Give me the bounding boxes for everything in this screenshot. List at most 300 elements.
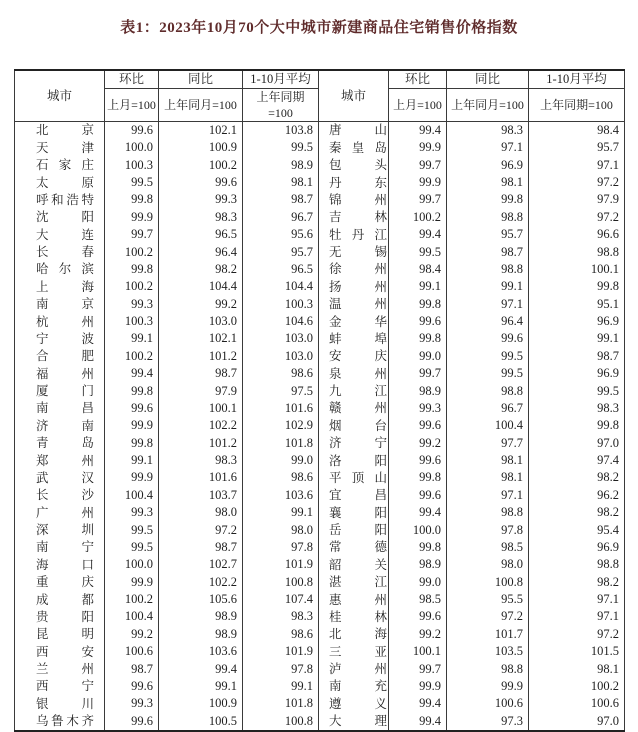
city-cell: [319, 174, 389, 191]
city-cell: [319, 608, 389, 625]
mom-value: 100.6: [105, 643, 159, 660]
yoy-value: 98.3: [159, 452, 243, 469]
city-cell: [15, 695, 105, 712]
city-name: 常 德: [329, 540, 387, 555]
city-name: 烟 台: [329, 418, 387, 433]
city-name: 丹 东: [329, 175, 387, 190]
yoy-value: 98.0: [159, 504, 243, 521]
table-row: [15, 400, 625, 417]
yoy-value: 99.2: [159, 295, 243, 312]
yoy-value: 98.8: [447, 504, 529, 521]
yoy-value: 102.1: [159, 330, 243, 347]
price-index-table: [14, 69, 625, 732]
table-row: [15, 504, 625, 521]
city-name: 深 圳: [36, 523, 94, 537]
mom-value: 99.5: [105, 539, 159, 556]
yoy-value: 104.4: [159, 278, 243, 295]
city-cell: [15, 121, 105, 139]
city-cell: [319, 695, 389, 712]
mom-value: 99.6: [105, 678, 159, 695]
city-cell: [319, 591, 389, 608]
mom-value: 99.7: [389, 660, 447, 677]
city-cell: [15, 139, 105, 156]
avg-value: 103.0: [243, 347, 319, 364]
table-row: [15, 330, 625, 347]
mom-value: 99.3: [105, 695, 159, 712]
header-mom-base-left: 上月=100: [105, 88, 159, 121]
city-cell: [319, 417, 389, 434]
avg-value: 100.6: [529, 695, 625, 712]
city-cell: [15, 521, 105, 538]
city-cell: [319, 330, 389, 347]
city-name: 惠 州: [329, 592, 387, 607]
avg-value: 98.1: [243, 174, 319, 191]
avg-value: 104.6: [243, 313, 319, 330]
city-cell: [15, 417, 105, 434]
table-row: [15, 139, 625, 156]
mom-value: 100.4: [105, 608, 159, 625]
city-name: 南 京: [36, 297, 94, 312]
yoy-value: 100.1: [159, 400, 243, 417]
city-cell: [15, 643, 105, 660]
avg-value: 101.8: [243, 434, 319, 451]
mom-value: 100.2: [105, 278, 159, 295]
city-cell: [15, 678, 105, 695]
header-avg-right: 1-10月平均: [529, 70, 625, 88]
mom-value: 100.2: [389, 208, 447, 225]
table-row: [15, 539, 625, 556]
city-cell: [15, 226, 105, 243]
mom-value: 99.6: [389, 452, 447, 469]
mom-value: 100.0: [105, 139, 159, 156]
city-name: 武 汉: [36, 470, 94, 485]
mom-value: 99.8: [105, 191, 159, 208]
avg-value: 101.5: [529, 643, 625, 660]
mom-value: 99.9: [105, 573, 159, 590]
table-row: [15, 174, 625, 191]
avg-value: 97.2: [529, 625, 625, 642]
avg-value: 98.8: [529, 556, 625, 573]
mom-value: 99.4: [389, 712, 447, 730]
yoy-value: 99.6: [447, 330, 529, 347]
avg-value: 98.3: [243, 608, 319, 625]
city-name: 秦 皇 岛: [329, 140, 387, 155]
city-name: 南 充: [329, 679, 387, 694]
avg-value: 96.9: [529, 313, 625, 330]
yoy-value: 99.1: [159, 678, 243, 695]
city-cell: [15, 174, 105, 191]
city-cell: [319, 660, 389, 677]
city-cell: [319, 643, 389, 660]
yoy-value: 100.9: [159, 695, 243, 712]
avg-value: 99.0: [243, 452, 319, 469]
city-name: 吉 林: [329, 210, 387, 225]
city-name: 哈 尔 滨: [36, 262, 94, 277]
city-cell: [15, 208, 105, 225]
yoy-value: 99.3: [159, 191, 243, 208]
avg-value: 96.7: [243, 208, 319, 225]
city-name: 福 州: [36, 366, 94, 381]
mom-value: 99.5: [105, 174, 159, 191]
header-yoy-base-right: 上年同月=100: [447, 88, 529, 121]
yoy-value: 98.1: [447, 452, 529, 469]
city-cell: [15, 278, 105, 295]
header-city-right: 城市: [319, 70, 389, 121]
table-row: [15, 295, 625, 312]
avg-value: 98.8: [529, 243, 625, 260]
avg-value: 96.5: [243, 261, 319, 278]
city-cell: [319, 452, 389, 469]
yoy-value: 98.7: [159, 539, 243, 556]
mom-value: 100.4: [105, 486, 159, 503]
yoy-value: 98.9: [159, 625, 243, 642]
city-cell: [15, 556, 105, 573]
avg-value: 97.4: [529, 452, 625, 469]
avg-value: 98.3: [529, 400, 625, 417]
table-body: [15, 121, 625, 731]
city-cell: [319, 678, 389, 695]
avg-value: 97.8: [243, 539, 319, 556]
mom-value: 99.2: [389, 625, 447, 642]
table-row: [15, 347, 625, 364]
yoy-value: 97.7: [447, 434, 529, 451]
mom-value: 99.1: [105, 452, 159, 469]
avg-value: 103.8: [243, 121, 319, 139]
mom-value: 99.9: [105, 469, 159, 486]
mom-value: 100.2: [105, 243, 159, 260]
city-cell: [319, 434, 389, 451]
yoy-value: 100.9: [159, 139, 243, 156]
city-cell: [319, 191, 389, 208]
mom-value: 100.2: [105, 347, 159, 364]
yoy-value: 97.1: [447, 295, 529, 312]
yoy-value: 98.8: [447, 660, 529, 677]
table-row: [15, 643, 625, 660]
city-cell: [15, 295, 105, 312]
header-row-1: [15, 70, 625, 88]
yoy-value: 96.7: [447, 400, 529, 417]
city-name: 杭 州: [36, 314, 94, 329]
yoy-value: 96.5: [159, 226, 243, 243]
city-cell: [319, 486, 389, 503]
city-name: 银 川: [36, 696, 94, 711]
city-name: 海 口: [36, 557, 94, 572]
header-yoy-left: 同比: [159, 70, 243, 88]
city-cell: [15, 313, 105, 330]
avg-value: 97.2: [529, 208, 625, 225]
yoy-value: 99.5: [447, 347, 529, 364]
avg-value: 100.8: [243, 712, 319, 730]
city-cell: [15, 625, 105, 642]
avg-value: 97.1: [529, 156, 625, 173]
city-cell: [319, 556, 389, 573]
city-cell: [319, 539, 389, 556]
header-mom-left: 环比: [105, 70, 159, 88]
mom-value: 99.0: [389, 347, 447, 364]
avg-value: 96.9: [529, 365, 625, 382]
mom-value: 99.6: [105, 400, 159, 417]
city-cell: [15, 712, 105, 730]
city-cell: [319, 504, 389, 521]
yoy-value: 101.2: [159, 347, 243, 364]
table-row: [15, 434, 625, 451]
city-name: 呼 和 浩 特: [36, 192, 94, 207]
city-name: 平 顶 山: [329, 470, 387, 485]
city-cell: [15, 608, 105, 625]
mom-value: 99.8: [389, 295, 447, 312]
city-name: 赣 州: [329, 401, 387, 416]
mom-value: 99.6: [105, 121, 159, 139]
city-name: 贵 阳: [36, 609, 94, 624]
mom-value: 98.5: [389, 591, 447, 608]
mom-value: 99.8: [105, 261, 159, 278]
yoy-value: 97.9: [159, 382, 243, 399]
mom-value: 99.9: [389, 139, 447, 156]
avg-value: 97.5: [243, 382, 319, 399]
mom-value: 99.7: [389, 191, 447, 208]
city-cell: [319, 278, 389, 295]
table-row: [15, 278, 625, 295]
city-name: 泸 州: [329, 662, 387, 676]
avg-value: 99.5: [529, 382, 625, 399]
avg-value: 101.9: [243, 556, 319, 573]
city-cell: [319, 712, 389, 730]
city-name: 温 州: [329, 297, 387, 312]
yoy-value: 105.6: [159, 591, 243, 608]
table-row: [15, 712, 625, 730]
mom-value: 99.6: [389, 417, 447, 434]
city-name: 三 亚: [329, 644, 387, 659]
table-row: [15, 261, 625, 278]
city-cell: [319, 156, 389, 173]
mom-value: 99.8: [105, 434, 159, 451]
city-name: 桂 林: [329, 609, 387, 624]
mom-value: 99.4: [105, 365, 159, 382]
city-cell: [319, 400, 389, 417]
table-row: [15, 678, 625, 695]
avg-value: 100.8: [243, 573, 319, 590]
avg-value: 98.0: [243, 521, 319, 538]
table-row: [15, 556, 625, 573]
avg-value: 98.2: [529, 504, 625, 521]
header-avg-base-right: 上年同期=100: [529, 88, 625, 121]
city-name: 遵 义: [329, 696, 387, 711]
yoy-value: 100.5: [159, 712, 243, 730]
yoy-value: 99.5: [447, 365, 529, 382]
table-row: [15, 382, 625, 399]
yoy-value: 98.8: [447, 208, 529, 225]
yoy-value: 98.1: [447, 469, 529, 486]
mom-value: 99.6: [389, 313, 447, 330]
mom-value: 99.3: [105, 504, 159, 521]
city-name: 九 江: [329, 384, 387, 398]
mom-value: 98.7: [105, 660, 159, 677]
yoy-value: 98.3: [159, 208, 243, 225]
city-name: 重 庆: [36, 575, 94, 590]
mom-value: 99.8: [105, 382, 159, 399]
avg-value: 95.7: [243, 243, 319, 260]
avg-value: 107.4: [243, 591, 319, 608]
avg-value: 102.9: [243, 417, 319, 434]
yoy-value: 103.5: [447, 643, 529, 660]
table-row: [15, 365, 625, 382]
table-row: [15, 469, 625, 486]
city-cell: [15, 452, 105, 469]
yoy-value: 101.7: [447, 625, 529, 642]
yoy-value: 103.7: [159, 486, 243, 503]
mom-value: 99.2: [389, 434, 447, 451]
avg-value: 95.1: [529, 295, 625, 312]
avg-value: 99.8: [529, 417, 625, 434]
avg-value: 101.6: [243, 400, 319, 417]
table-row: [15, 226, 625, 243]
yoy-value: 96.4: [159, 243, 243, 260]
table-row: [15, 208, 625, 225]
table-row: [15, 121, 625, 139]
yoy-value: 97.2: [447, 608, 529, 625]
mom-value: 99.6: [389, 608, 447, 625]
city-cell: [319, 625, 389, 642]
avg-value: 97.1: [529, 591, 625, 608]
city-name: 天 津: [36, 140, 94, 155]
yoy-value: 97.3: [447, 712, 529, 730]
city-name: 长 春: [36, 245, 94, 259]
mom-value: 99.5: [389, 243, 447, 260]
avg-value: 97.0: [529, 712, 625, 730]
table-row: [15, 313, 625, 330]
avg-value: 99.8: [529, 278, 625, 295]
mom-value: 100.0: [105, 556, 159, 573]
city-name: 岳 阳: [329, 523, 387, 537]
city-cell: [319, 226, 389, 243]
city-name: 南 宁: [36, 540, 94, 555]
table-row: [15, 521, 625, 538]
avg-value: 97.0: [529, 434, 625, 451]
city-cell: [15, 469, 105, 486]
city-cell: [319, 295, 389, 312]
yoy-value: 103.0: [159, 313, 243, 330]
city-name: 青 岛: [36, 436, 94, 451]
mom-value: 99.2: [105, 625, 159, 642]
city-name: 厦 门: [36, 384, 94, 398]
table-row: [15, 591, 625, 608]
avg-value: 98.9: [243, 156, 319, 173]
city-cell: [15, 539, 105, 556]
yoy-value: 95.5: [447, 591, 529, 608]
avg-value: 96.2: [529, 486, 625, 503]
table-title: 表1：2023年10月70个大中城市新建商品住宅销售价格指数: [120, 20, 518, 36]
mom-value: 99.7: [389, 156, 447, 173]
yoy-value: 97.2: [159, 521, 243, 538]
mom-value: 99.6: [389, 486, 447, 503]
avg-value: 101.8: [243, 695, 319, 712]
city-name: 安 庆: [329, 349, 387, 364]
city-name: 南 昌: [36, 401, 94, 416]
mom-value: 99.3: [389, 400, 447, 417]
table-row: [15, 660, 625, 677]
yoy-value: 101.6: [159, 469, 243, 486]
avg-value: 98.7: [529, 347, 625, 364]
table-row: [15, 243, 625, 260]
mom-value: 100.3: [105, 156, 159, 173]
mom-value: 99.5: [105, 521, 159, 538]
city-cell: [319, 121, 389, 139]
mom-value: 99.8: [389, 330, 447, 347]
city-name: 西 宁: [36, 679, 94, 694]
mom-value: 98.9: [389, 382, 447, 399]
mom-value: 98.4: [389, 261, 447, 278]
mom-value: 99.4: [389, 121, 447, 139]
mom-value: 99.7: [389, 365, 447, 382]
yoy-value: 103.6: [159, 643, 243, 660]
city-cell: [319, 521, 389, 538]
city-name: 襄 阳: [329, 505, 387, 520]
yoy-value: 99.9: [447, 678, 529, 695]
city-name: 牡 丹 江: [329, 227, 387, 242]
avg-value: 100.1: [529, 261, 625, 278]
city-cell: [15, 330, 105, 347]
avg-value: 98.2: [529, 469, 625, 486]
city-cell: [15, 156, 105, 173]
header-avg-base-left: 上年同期=100: [243, 88, 319, 121]
yoy-value: 95.7: [447, 226, 529, 243]
city-cell: [15, 400, 105, 417]
city-name: 无 锡: [329, 245, 387, 259]
mom-value: 99.7: [105, 226, 159, 243]
city-cell: [319, 365, 389, 382]
yoy-value: 99.4: [159, 660, 243, 677]
city-name: 合 肥: [36, 349, 94, 364]
yoy-value: 100.8: [447, 573, 529, 590]
mom-value: 99.8: [389, 539, 447, 556]
yoy-value: 99.1: [447, 278, 529, 295]
city-name: 广 州: [36, 505, 94, 520]
avg-value: 97.1: [529, 608, 625, 625]
city-name: 包 头: [329, 158, 387, 173]
avg-value: 103.0: [243, 330, 319, 347]
yoy-value: 102.7: [159, 556, 243, 573]
mom-value: 99.1: [105, 330, 159, 347]
city-cell: [15, 243, 105, 260]
table-row: [15, 573, 625, 590]
city-cell: [319, 261, 389, 278]
yoy-value: 98.1: [447, 174, 529, 191]
city-name: 洛 阳: [329, 453, 387, 468]
avg-value: 98.2: [529, 573, 625, 590]
avg-value: 95.4: [529, 521, 625, 538]
table-row: [15, 191, 625, 208]
yoy-value: 100.4: [447, 417, 529, 434]
avg-value: 98.4: [529, 121, 625, 139]
yoy-value: 98.7: [159, 365, 243, 382]
city-name: 宜 昌: [329, 488, 387, 503]
city-name: 兰 州: [36, 662, 94, 676]
city-name: 郑 州: [36, 453, 94, 468]
yoy-value: 102.2: [159, 573, 243, 590]
header-mom-right: 环比: [389, 70, 447, 88]
avg-value: 103.6: [243, 486, 319, 503]
city-cell: [15, 434, 105, 451]
mom-value: 99.9: [105, 417, 159, 434]
header-mom-base-right: 上月=100: [389, 88, 447, 121]
avg-value: 99.5: [243, 139, 319, 156]
mom-value: 99.8: [389, 469, 447, 486]
mom-value: 100.0: [389, 521, 447, 538]
yoy-value: 99.6: [159, 174, 243, 191]
city-name: 北 海: [329, 627, 387, 642]
mom-value: 99.4: [389, 504, 447, 521]
city-name: 宁 波: [36, 331, 94, 346]
